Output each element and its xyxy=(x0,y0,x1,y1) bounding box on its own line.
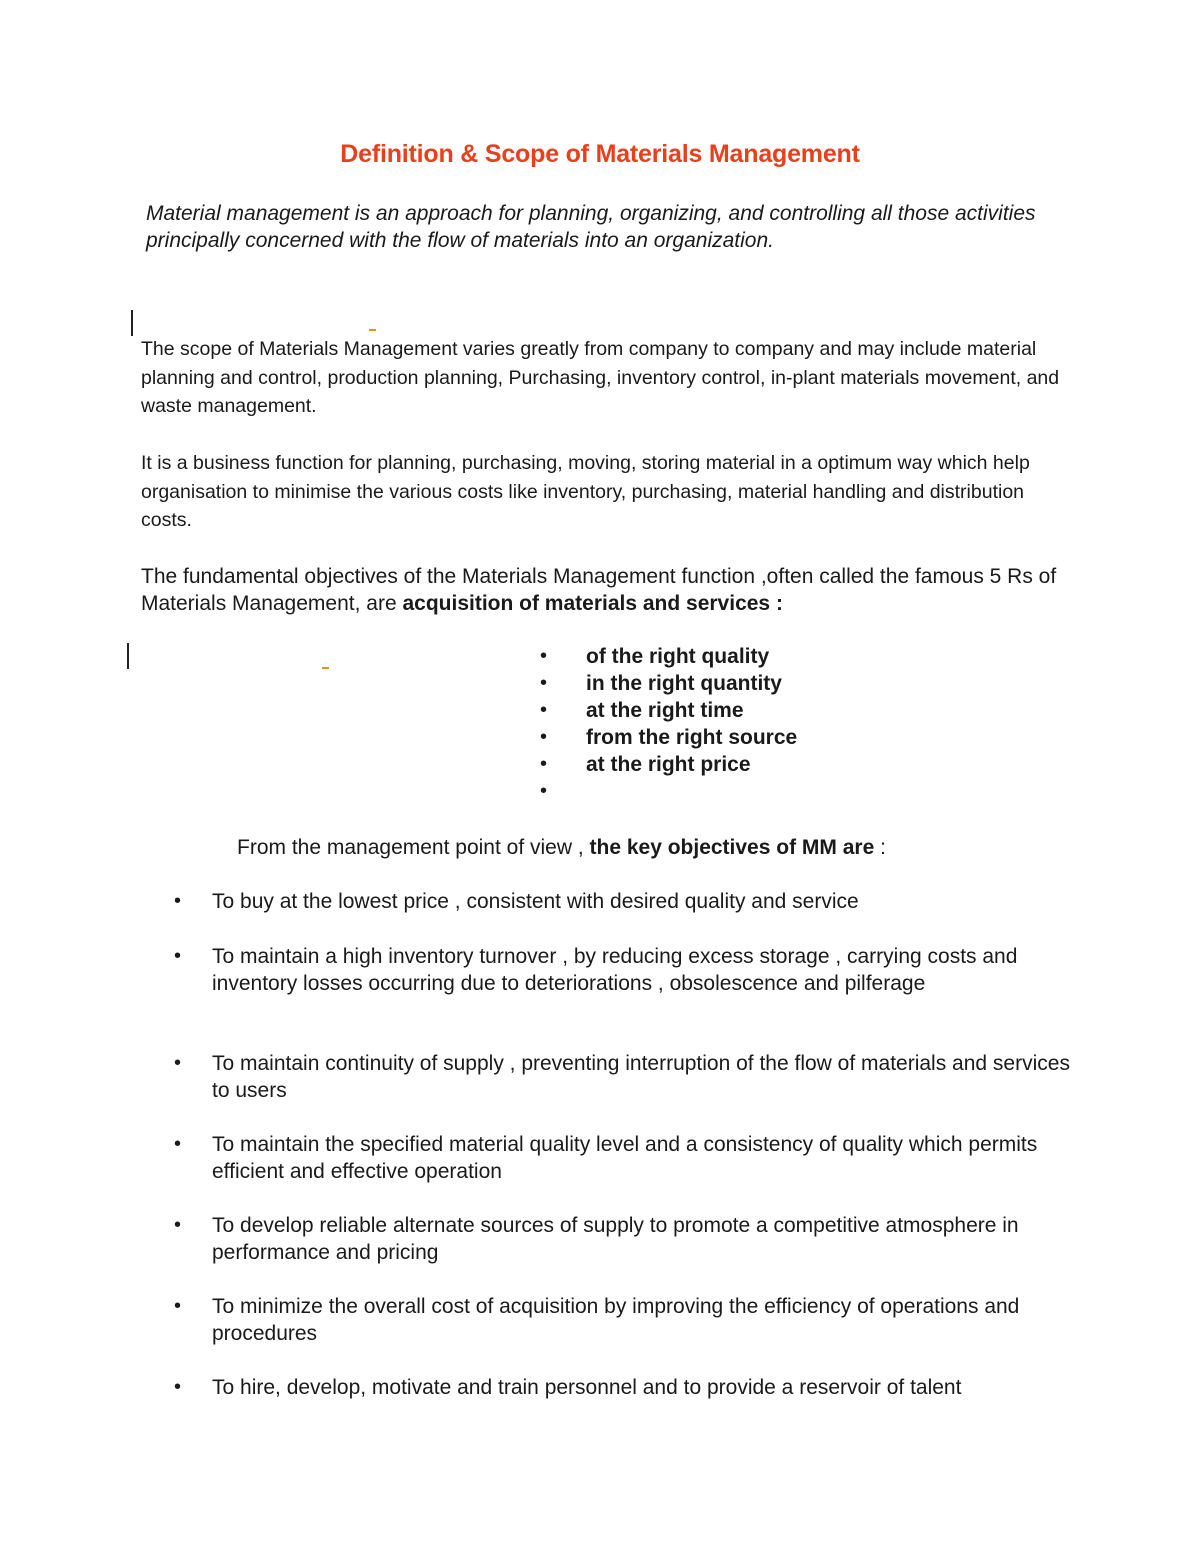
list-item: • in the right quantity xyxy=(540,672,782,695)
mm-objectives-intro xyxy=(237,834,886,861)
list-item: • To maintain a high inventory turnover , by reducing excess storage , carrying costs and inventory losses occurring due to deteriorations , obsolescence and pilferage xyxy=(174,945,1018,995)
list-item xyxy=(538,778,797,805)
text-cursor-mark xyxy=(131,310,133,336)
mm-intro-suffix: : xyxy=(874,836,886,859)
objectives-intro-paragraph xyxy=(141,563,1081,617)
bullet-icon: • xyxy=(174,1052,182,1074)
page-title: Definition & Scope of Materials Management xyxy=(340,140,860,168)
text-cursor-mark xyxy=(127,643,129,669)
list-item: • at the right time xyxy=(540,699,744,722)
list-item: • To buy at the lowest price , consistent with desired quality and service xyxy=(174,890,859,913)
orange-tick-mark xyxy=(369,329,376,331)
bullet-icon: • xyxy=(540,672,548,694)
bullet-icon: • xyxy=(540,645,548,667)
list-item: • of the right quality xyxy=(540,645,770,668)
bullet-icon: • xyxy=(174,1376,182,1398)
bullet-icon: • xyxy=(174,1295,182,1317)
bullet-icon: • xyxy=(540,753,548,775)
scope-paragraph: The scope of Materials Management varies greatly from company to company and may include material planning and control, production planning, Purchasing, inventory control, in-plant materials movement, and waste management. xyxy=(141,338,1060,417)
bullet-icon: • xyxy=(174,890,182,912)
bullet-icon: • xyxy=(540,780,548,802)
business-function-paragraph: It is a business function for planning, purchasing, moving, storing material in a optimum way which help organisation to minimise the various costs like inventory, purchasing, material handling and distribution costs. xyxy=(141,452,1030,531)
mm-intro-text: From the management point of view , xyxy=(237,836,590,859)
list-item: • To develop reliable alternate sources of supply to promote a competitive atmosphere in performance and pricing xyxy=(174,1214,1019,1264)
list-item: • To maintain the specified material quality level and a consistency of quality which permits efficient and effective operation xyxy=(174,1133,1038,1183)
five-rs-list xyxy=(538,643,797,805)
bullet-icon: • xyxy=(174,1133,182,1155)
list-item: • To minimize the overall cost of acquisition by improving the efficiency of operations and procedures xyxy=(174,1295,1020,1345)
bullet-icon: • xyxy=(174,945,182,967)
list-item: • To maintain continuity of supply , preventing interruption of the flow of materials and services to users xyxy=(174,1052,1070,1102)
objectives-intro-suffix: : xyxy=(770,592,783,615)
bullet-icon: • xyxy=(540,699,548,721)
list-item: • at the right price xyxy=(540,753,751,776)
objectives-intro-bold: acquisition of materials and services xyxy=(402,592,771,615)
bullet-icon: • xyxy=(174,1214,182,1236)
objectives-intro-text: The fundamental objectives of the Materials Management function ,often called the famous 5 Rs of Materials Management, are xyxy=(141,565,1057,615)
list-item: • To hire, develop, motivate and train personnel and to provide a reservoir of talent xyxy=(174,1376,962,1399)
bullet-icon: • xyxy=(540,726,548,748)
definition-text: Material management is an approach for planning, organizing, and controlling all those activities principally concerned with the flow of materials into an organization. xyxy=(146,202,1036,252)
orange-tick-mark xyxy=(322,667,329,669)
mm-intro-bold: the key objectives of MM are xyxy=(589,836,875,859)
list-item: • from the right source xyxy=(540,726,798,749)
